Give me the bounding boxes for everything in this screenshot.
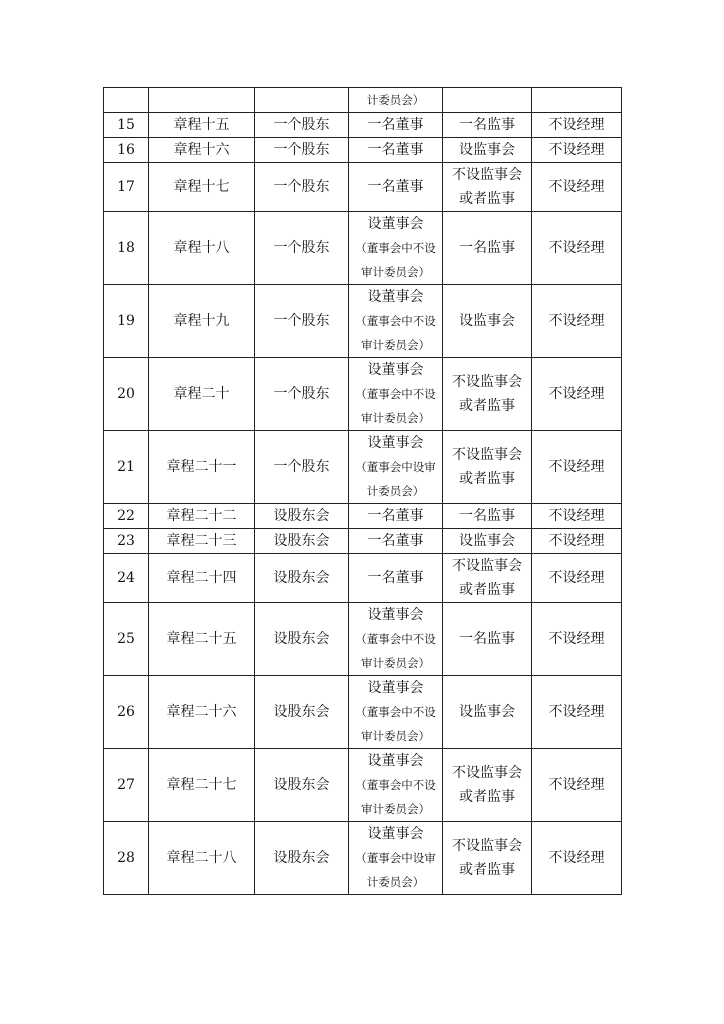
cell-article: 章程二十 xyxy=(149,358,255,431)
cell-supervisor xyxy=(443,749,532,822)
cell-manager: 不设经理 xyxy=(532,504,622,529)
table-row xyxy=(104,822,622,895)
cell-supervisor xyxy=(443,676,532,749)
cell-board xyxy=(349,88,443,113)
table-row xyxy=(104,212,622,285)
table-row xyxy=(104,504,622,529)
table-row xyxy=(104,285,622,358)
board-note: 审计委员会） xyxy=(361,338,430,352)
board-setting: 设董事会 xyxy=(367,680,424,696)
cell-article: 章程十七 xyxy=(149,163,255,212)
cell-manager: 不设经理 xyxy=(532,138,622,163)
cell-article: 章程二十三 xyxy=(149,529,255,554)
supervisor-setting: 设监事会 xyxy=(459,142,515,158)
cell-manager: 不设经理 xyxy=(532,358,622,431)
cell-shareholder: 一个股东 xyxy=(255,358,349,431)
board-note: （董事会中不设 xyxy=(355,632,436,646)
board-note: 计委员会） xyxy=(366,875,425,889)
cell-num: 16 xyxy=(104,138,149,163)
supervisor-setting: 一名监事 xyxy=(459,240,515,256)
cell-article: 章程二十一 xyxy=(149,431,255,504)
board-note: （董事会中不设 xyxy=(355,778,436,792)
table-row xyxy=(104,603,622,676)
cell-num: 23 xyxy=(104,529,149,554)
cell-board xyxy=(349,285,443,358)
cell-num xyxy=(104,88,149,113)
supervisor-setting: 或者监事 xyxy=(459,191,515,207)
board-note: 审计委员会） xyxy=(361,411,430,425)
board-note: 计委员会） xyxy=(366,484,425,498)
cell-num: 20 xyxy=(104,358,149,431)
cell-num: 19 xyxy=(104,285,149,358)
board-setting: 设董事会 xyxy=(367,826,424,842)
cell-manager: 不设经理 xyxy=(532,212,622,285)
supervisor-setting: 不设监事会 xyxy=(452,558,522,574)
cell-shareholder: 设股东会 xyxy=(255,504,349,529)
cell-num: 27 xyxy=(104,749,149,822)
supervisor-setting: 或者监事 xyxy=(459,862,515,878)
cell-num: 28 xyxy=(104,822,149,895)
cell-shareholder: 一个股东 xyxy=(255,431,349,504)
table-row xyxy=(104,163,622,212)
table-body xyxy=(104,88,622,895)
supervisor-setting: 设监事会 xyxy=(459,704,515,720)
cell-shareholder: 一个股东 xyxy=(255,163,349,212)
cell-board xyxy=(349,676,443,749)
cell-shareholder: 设股东会 xyxy=(255,603,349,676)
board-setting: 一名董事 xyxy=(367,533,424,549)
cell-article: 章程二十五 xyxy=(149,603,255,676)
cell-manager: 不设经理 xyxy=(532,113,622,138)
table-row xyxy=(104,431,622,504)
cell-shareholder: 一个股东 xyxy=(255,212,349,285)
cell-supervisor xyxy=(443,285,532,358)
cell-supervisor xyxy=(443,529,532,554)
cell-article: 章程二十六 xyxy=(149,676,255,749)
board-setting: 一名董事 xyxy=(367,570,424,586)
cell-supervisor xyxy=(443,603,532,676)
cell-board xyxy=(349,504,443,529)
board-note: （董事会中设审 xyxy=(355,460,436,474)
cell-supervisor xyxy=(443,212,532,285)
cell-board xyxy=(349,529,443,554)
cell-manager: 不设经理 xyxy=(532,822,622,895)
table-row xyxy=(104,358,622,431)
cell-num: 22 xyxy=(104,504,149,529)
cell-board xyxy=(349,603,443,676)
board-note: 审计委员会） xyxy=(361,802,430,816)
cell-supervisor xyxy=(443,88,532,113)
supervisor-setting: 一名监事 xyxy=(459,508,515,524)
cell-shareholder: 设股东会 xyxy=(255,822,349,895)
supervisor-setting: 不设监事会 xyxy=(452,167,522,183)
cell-supervisor xyxy=(443,504,532,529)
cell-supervisor xyxy=(443,554,532,603)
cell-board xyxy=(349,358,443,431)
supervisor-setting: 一名监事 xyxy=(459,631,515,647)
cell-num: 18 xyxy=(104,212,149,285)
board-setting: 设董事会 xyxy=(367,362,424,378)
charter-table xyxy=(103,87,622,895)
cell-article: 章程十六 xyxy=(149,138,255,163)
supervisor-setting: 或者监事 xyxy=(459,582,515,598)
supervisor-setting: 或者监事 xyxy=(459,789,515,805)
board-note: （董事会中设审 xyxy=(355,851,436,865)
cell-supervisor xyxy=(443,358,532,431)
board-note: （董事会中不设 xyxy=(355,387,436,401)
table-row xyxy=(104,749,622,822)
cell-article: 章程十八 xyxy=(149,212,255,285)
cell-article: 章程二十四 xyxy=(149,554,255,603)
cell-board xyxy=(349,113,443,138)
cell-board xyxy=(349,138,443,163)
supervisor-setting: 不设监事会 xyxy=(452,765,522,781)
supervisor-setting: 不设监事会 xyxy=(452,838,522,854)
board-note: （董事会中不设 xyxy=(355,314,436,328)
board-note: 审计委员会） xyxy=(361,729,430,743)
board-note: （董事会中不设 xyxy=(355,241,436,255)
cell-manager: 不设经理 xyxy=(532,603,622,676)
cell-supervisor xyxy=(443,138,532,163)
cell-num: 25 xyxy=(104,603,149,676)
cell-manager: 不设经理 xyxy=(532,554,622,603)
cell-shareholder: 设股东会 xyxy=(255,554,349,603)
cell-manager: 不设经理 xyxy=(532,285,622,358)
board-setting: 设董事会 xyxy=(367,216,424,232)
cell-shareholder: 一个股东 xyxy=(255,285,349,358)
cell-manager: 不设经理 xyxy=(532,749,622,822)
cell-shareholder: 设股东会 xyxy=(255,676,349,749)
cell-board xyxy=(349,431,443,504)
cell-num: 21 xyxy=(104,431,149,504)
supervisor-setting: 不设监事会 xyxy=(452,374,522,390)
table-row-continuation xyxy=(104,88,622,113)
cell-shareholder xyxy=(255,88,349,113)
cell-manager: 不设经理 xyxy=(532,676,622,749)
supervisor-setting: 设监事会 xyxy=(459,533,515,549)
cell-supervisor xyxy=(443,113,532,138)
cell-num: 15 xyxy=(104,113,149,138)
cell-article: 章程十九 xyxy=(149,285,255,358)
cell-num: 24 xyxy=(104,554,149,603)
cell-supervisor xyxy=(443,431,532,504)
board-setting: 一名董事 xyxy=(367,117,424,133)
table-row xyxy=(104,529,622,554)
cell-shareholder: 设股东会 xyxy=(255,529,349,554)
cell-manager: 不设经理 xyxy=(532,431,622,504)
board-note: （董事会中不设 xyxy=(355,705,436,719)
board-setting: 设董事会 xyxy=(367,607,424,623)
board-setting: 设董事会 xyxy=(367,753,424,769)
table-row xyxy=(104,113,622,138)
table-row xyxy=(104,676,622,749)
cell-article: 章程二十七 xyxy=(149,749,255,822)
cell-board xyxy=(349,554,443,603)
supervisor-setting: 不设监事会 xyxy=(452,447,522,463)
table-row xyxy=(104,138,622,163)
board-note: 审计委员会） xyxy=(361,656,430,670)
supervisor-setting: 设监事会 xyxy=(459,313,515,329)
cell-shareholder: 一个股东 xyxy=(255,138,349,163)
cell-manager: 不设经理 xyxy=(532,163,622,212)
cell-shareholder: 一个股东 xyxy=(255,113,349,138)
cell-article: 章程二十八 xyxy=(149,822,255,895)
cell-num: 26 xyxy=(104,676,149,749)
cell-board xyxy=(349,749,443,822)
cell-shareholder: 设股东会 xyxy=(255,749,349,822)
board-setting: 一名董事 xyxy=(367,142,424,158)
cell-board xyxy=(349,163,443,212)
board-setting: 一名董事 xyxy=(367,179,424,195)
cell-board xyxy=(349,212,443,285)
cell-article xyxy=(149,88,255,113)
cell-supervisor xyxy=(443,163,532,212)
board-note: 审计委员会） xyxy=(361,265,430,279)
cell-num: 17 xyxy=(104,163,149,212)
cell-supervisor xyxy=(443,822,532,895)
board-setting: 一名董事 xyxy=(367,508,424,524)
cell-article: 章程十五 xyxy=(149,113,255,138)
supervisor-setting: 或者监事 xyxy=(459,398,515,414)
cell-manager xyxy=(532,88,622,113)
cell-board xyxy=(349,822,443,895)
cell-manager: 不设经理 xyxy=(532,529,622,554)
board-setting: 设董事会 xyxy=(367,289,424,305)
table-row xyxy=(104,554,622,603)
cell-article: 章程二十二 xyxy=(149,504,255,529)
board-note: 计委员会） xyxy=(366,93,425,107)
supervisor-setting: 一名监事 xyxy=(459,117,515,133)
supervisor-setting: 或者监事 xyxy=(459,471,515,487)
board-setting: 设董事会 xyxy=(367,435,424,451)
